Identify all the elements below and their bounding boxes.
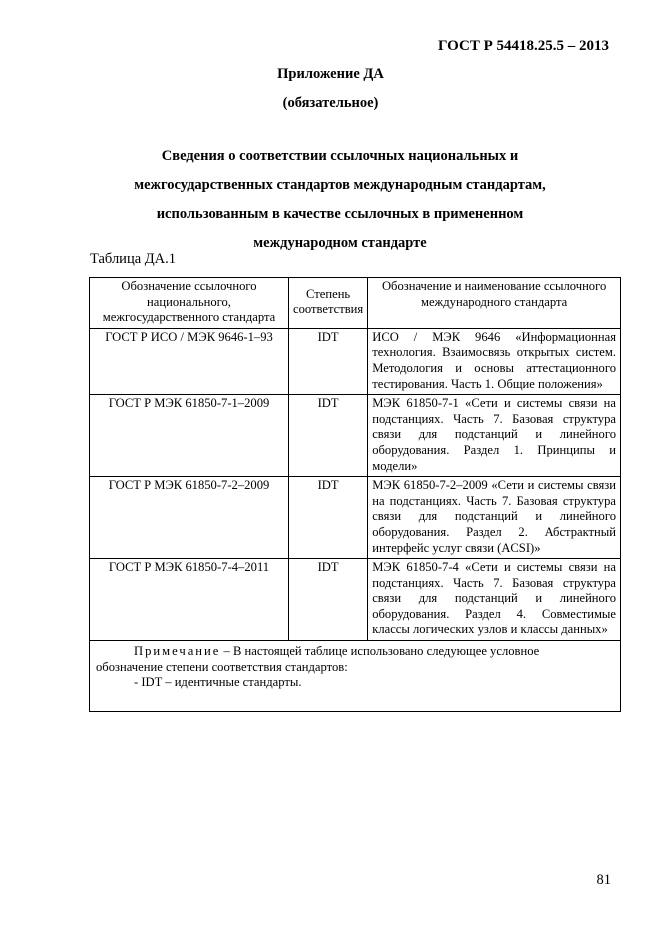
table-note-row	[90, 641, 621, 712]
table-row	[90, 559, 621, 641]
cell-degree: IDT	[289, 395, 368, 477]
cell-national: ГОСТ Р МЭК 61850-7-1–2009	[90, 395, 289, 477]
cell-degree: IDT	[289, 477, 368, 559]
note-line-2: обозначение степени соответствия стандартов:	[96, 659, 348, 674]
cell-national: ГОСТ Р МЭК 61850-7-4–2011	[90, 559, 289, 641]
heading-line-2: межгосударственных стандартов международным стандартам,	[134, 177, 546, 193]
appendix-status: (обязательное)	[282, 95, 379, 111]
cell-international: МЭК 61850-7-4 «Сети и системы связи на подстанциях. Часть 7. Базовая структура связи для подстанций и линейного оборудования. Раздел 4. Совместимые классы логических узлов и классы данных»	[368, 559, 621, 641]
header-national-standard: Обозначение ссылочного национального, межгосударственного стандарта	[90, 278, 289, 329]
correspondence-table	[89, 277, 621, 712]
note-line-3: - IDT – идентичные стандарты.	[134, 675, 302, 690]
cell-international: МЭК 61850-7-1 «Сети и системы связи на подстанциях. Часть 7. Базовая структура связи для подстанций и линейного оборудования. Раздел 1. Принципы и модели»	[368, 395, 621, 477]
heading-line-1: Сведения о соответствии ссылочных национальных и	[161, 148, 519, 164]
cell-international: ИСО / МЭК 9646 «Информационная технология. Взаимосвязь открытых систем. Методология и основы аттестационного тестирования. Часть 1. Общие положения»	[368, 328, 621, 394]
cell-degree: IDT	[289, 559, 368, 641]
appendix-heading	[80, 142, 600, 258]
table-note	[90, 641, 621, 712]
note-line-1	[96, 644, 614, 660]
cell-national: ГОСТ Р МЭК 61850-7-2–2009	[90, 477, 289, 559]
header-degree: Степень соответствия	[289, 278, 368, 329]
note-label: Примечание	[134, 644, 221, 659]
cell-national: ГОСТ Р ИСО / МЭК 9646-1–93	[90, 328, 289, 394]
note-text-1: – В настоящей таблице использовано следующее условное	[220, 644, 540, 659]
heading-line-3: использованным в качестве ссылочных в примененном	[156, 206, 524, 222]
heading-line-4: международном стандарте	[253, 235, 427, 251]
page-number: 81	[596, 872, 611, 888]
document-id: ГОСТ Р 54418.25.5 – 2013	[437, 38, 609, 54]
table-row	[90, 395, 621, 477]
cell-degree: IDT	[289, 328, 368, 394]
cell-international: МЭК 61850-7-2–2009 «Сети и системы связи на подстанциях. Часть 7. Базовая структура связи для подстанций и линейного оборудования. Раздел 2. Абстрактный интерфейс услуг связи (ACSI)»	[368, 477, 621, 559]
table-row	[90, 477, 621, 559]
table-header-row	[90, 278, 621, 329]
table-label: Таблица ДА.1	[90, 251, 177, 267]
header-international-standard: Обозначение и наименование ссылочного международного стандарта	[368, 278, 621, 329]
appendix-title: Приложение ДА	[277, 66, 384, 82]
table-row	[90, 328, 621, 394]
